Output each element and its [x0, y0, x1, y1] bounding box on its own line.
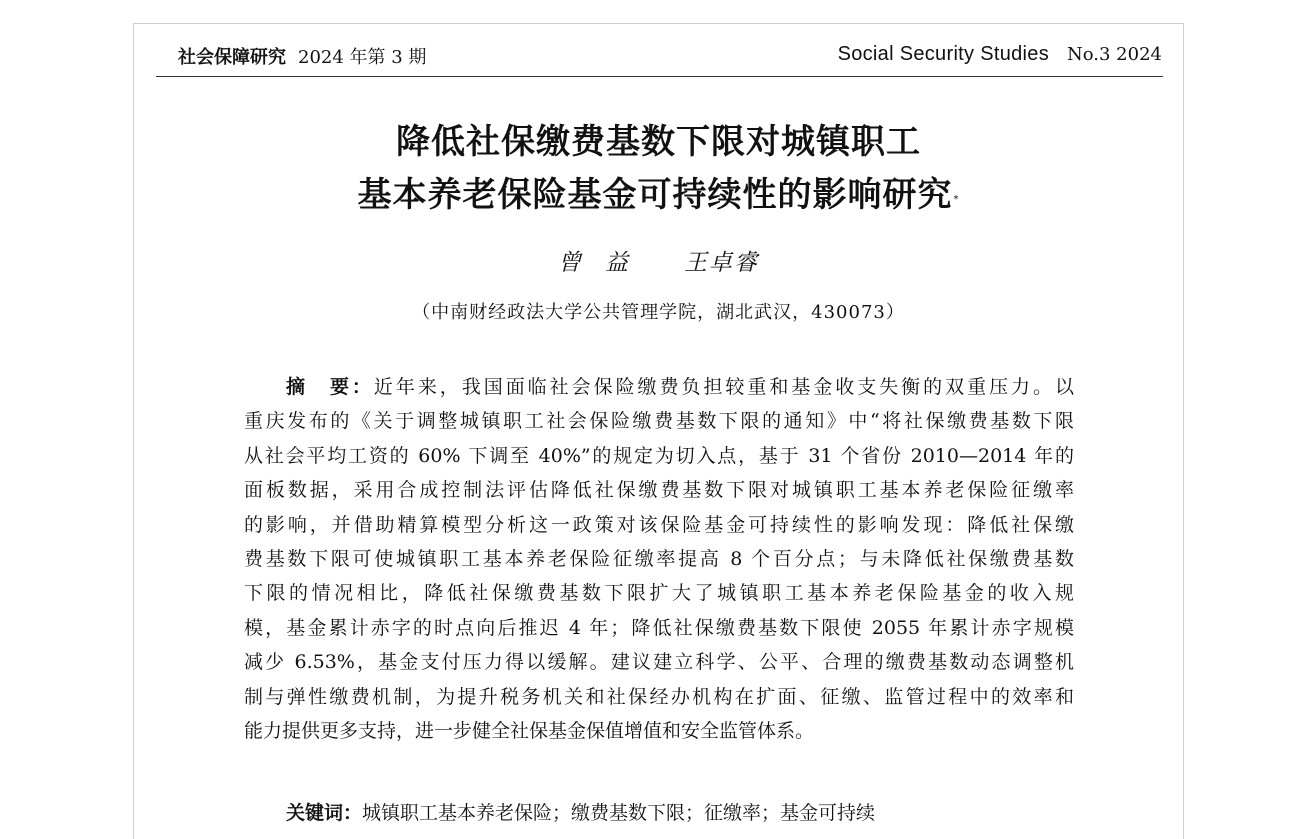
abstract-line: 的影响，并借助精算模型分析这一政策对该保险基金可持续性的影响发现：降低社保缴	[244, 513, 1074, 536]
keywords	[286, 798, 875, 825]
paper-page	[133, 23, 1184, 839]
abstract	[244, 370, 1074, 748]
author-1: 曾益	[558, 250, 653, 276]
title-line-2	[134, 169, 1183, 222]
abstract-line: 费基数下限可使城镇职工基本养老保险征缴率提高 8 个百分点；与未降低社保缴费基数	[244, 547, 1074, 570]
abstract-line: 重庆发布的《关于调整城镇职工社会保险缴费基数下限的通知》中“将社保缴费基数下限	[244, 410, 1074, 433]
running-header	[156, 38, 1163, 77]
abstract-line: 制与弹性缴费机制，为提升税务机关和社保经办机构在扩面、征缴、监管过程中的效率和	[244, 685, 1074, 708]
abstract-line	[244, 370, 1074, 404]
keywords-text: 城镇职工基本养老保险；缴费基数下限；征缴率；基金可持续	[362, 802, 876, 824]
title-line-1: 降低社保缴费基数下限对城镇职工	[396, 122, 921, 162]
abstract-line: 减少 6.53%，基金支付压力得以缓解。建议建立科学、公平、合理的缴费基数动态调整机	[244, 651, 1074, 674]
abstract-line: 下限的情况相比，降低社保缴费基数下限扩大了城镇职工基本养老保险基金的收入规	[244, 582, 1074, 605]
journal-name-en: Social Security Studies	[837, 43, 1050, 65]
author-2: 王卓睿	[683, 250, 759, 276]
abstract-line-text: 近年来，我国面临社会保险缴费负担较重和基金收支失衡的双重压力。以	[373, 376, 1074, 398]
abstract-label: 摘 要：	[286, 376, 374, 398]
title-footnote-mark: *	[953, 194, 960, 205]
author-list	[134, 244, 1183, 277]
paper-title	[134, 116, 1183, 222]
issue-cn: 2024 年第 3 期	[298, 47, 427, 68]
header-left	[178, 43, 426, 69]
header-right	[838, 43, 1162, 66]
keywords-label: 关键词：	[286, 802, 363, 824]
abstract-line: 面板数据，采用合成控制法评估降低社保缴费基数下限对城镇职工基本养老保险征缴率	[244, 479, 1074, 502]
abstract-line: 模，基金累计赤字的时点向后推迟 4 年；降低社保缴费基数下限使 2055 年累计赤字规模	[244, 616, 1074, 639]
affiliation: （中南财经政法大学公共管理学院，湖北武汉，430073）	[412, 302, 905, 323]
abstract-line: 从社会平均工资的 60% 下调至 40%”的规定为切入点，基于 31 个省份 2010—2014 年的	[244, 444, 1074, 467]
title-line-2-text: 基本养老保险基金可持续性的影响研究	[357, 175, 953, 215]
abstract-line: 能力提供更多支持，进一步健全社保基金保值增值和安全监管体系。	[244, 719, 815, 742]
journal-name-cn: 社会保障研究	[178, 47, 286, 68]
issue-en: No.3 2024	[1067, 44, 1162, 65]
